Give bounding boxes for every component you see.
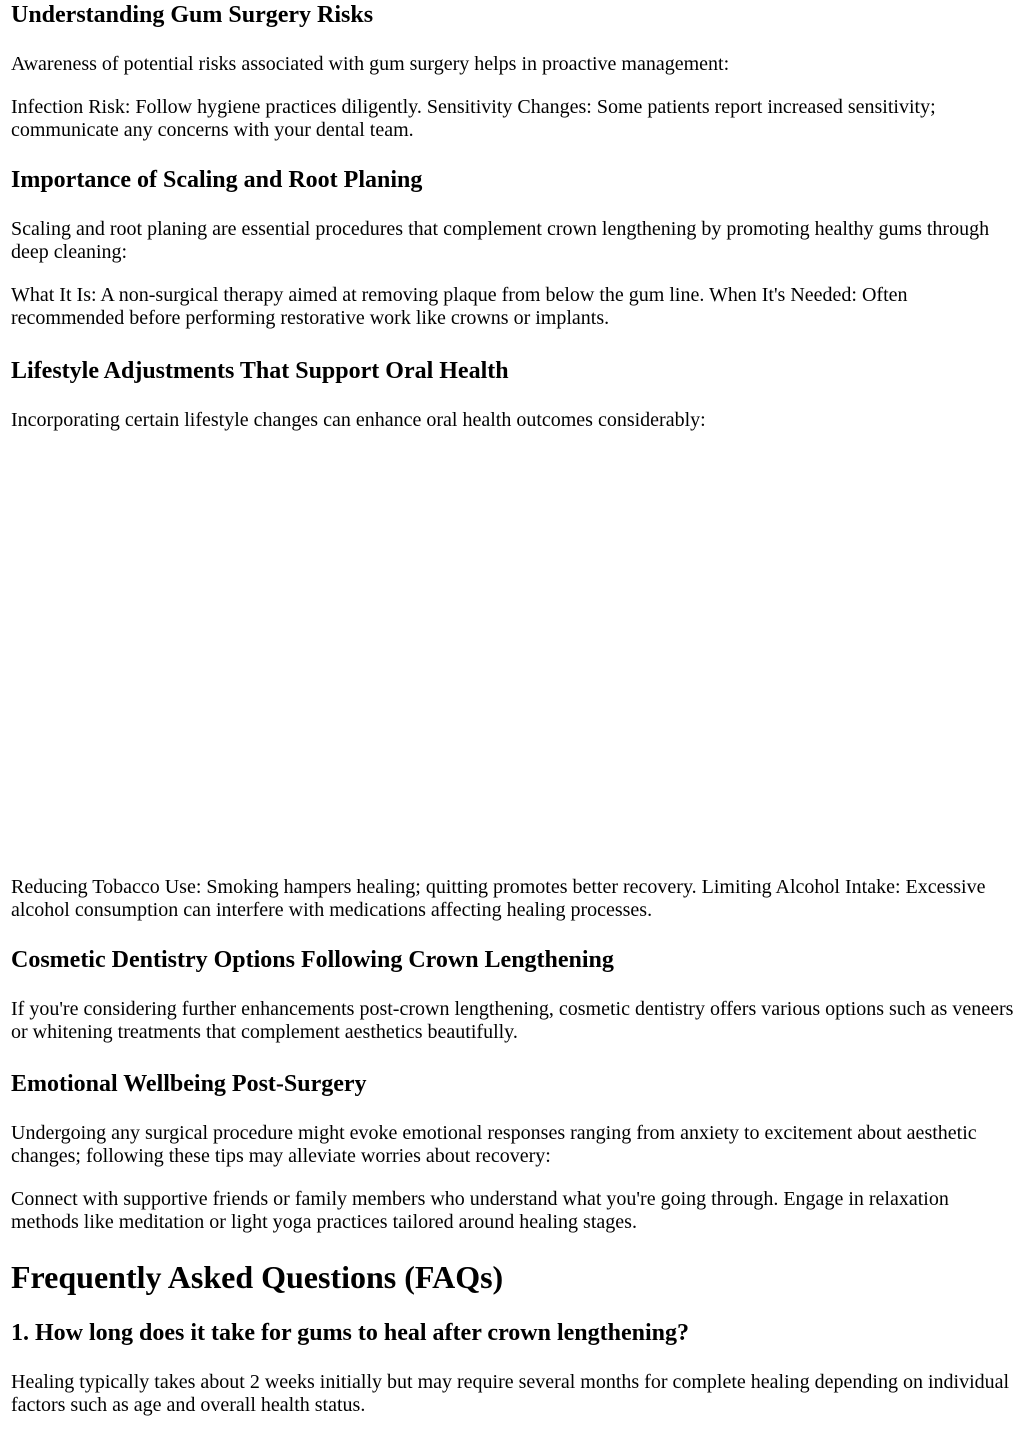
section-body-emotional-wellbeing: Connect with supportive friends or family members who understand what you're going through. Engage in relaxation methods like meditation or light yoga practices tailored around healing stages. <box>11 1188 949 1233</box>
section-body-lifestyle-adjustments: Reducing Tobacco Use: Smoking hampers healing; quitting promotes better recovery. Limiting Alcohol Intake: Excessive alcohol consumption can interfere with medications affecting healing processes. <box>11 876 986 921</box>
faq-title: Frequently Asked Questions (FAQs) <box>11 1259 504 1295</box>
section-heading-gum-surgery-risks: Understanding Gum Surgery Risks <box>11 2 374 28</box>
faq-answer: Healing typically takes about 2 weeks initially but may require several months for complete healing depending on individual factors such as age and overall health status. <box>11 1371 1010 1416</box>
section-intro-gum-surgery-risks: Awareness of potential risks associated with gum surgery helps in proactive management: <box>11 53 730 75</box>
section-heading-scaling-root-planing: Importance of Scaling and Root Planing <box>11 167 423 193</box>
section-heading-cosmetic-dentistry: Cosmetic Dentistry Options Following Crown Lengthening <box>11 947 614 973</box>
section-body-gum-surgery-risks: Infection Risk: Follow hygiene practices diligently. Sensitivity Changes: Some patients report increased sensitivity; communicate any concerns with your dental team. <box>11 96 936 141</box>
faq-question: 1. How long does it take for gums to heal after crown lengthening? <box>11 1320 689 1346</box>
section-heading-lifestyle-adjustments: Lifestyle Adjustments That Support Oral Health <box>11 358 509 384</box>
blank-image-area <box>11 432 1014 876</box>
section-body-scaling-root-planing: What It Is: A non-surgical therapy aimed at removing plaque from below the gum line. When It's Needed: Often recommended before performing restorative work like crowns or implants. <box>11 284 908 329</box>
section-intro-cosmetic-dentistry: If you're considering further enhancements post-crown lengthening, cosmetic dentistry offers various options such as veneers or whitening treatments that complement aesthetics beautifully. <box>11 998 1014 1043</box>
section-intro-emotional-wellbeing: Undergoing any surgical procedure might evoke emotional responses ranging from anxiety to excitement about aesthetic changes; following these tips may alleviate worries about recovery: <box>11 1122 977 1167</box>
section-heading-emotional-wellbeing: Emotional Wellbeing Post-Surgery <box>11 1071 367 1097</box>
section-intro-scaling-root-planing: Scaling and root planing are essential procedures that complement crown lengthening by promoting healthy gums through deep cleaning: <box>11 218 990 263</box>
section-intro-lifestyle-adjustments: Incorporating certain lifestyle changes can enhance oral health outcomes considerably: <box>11 409 706 431</box>
